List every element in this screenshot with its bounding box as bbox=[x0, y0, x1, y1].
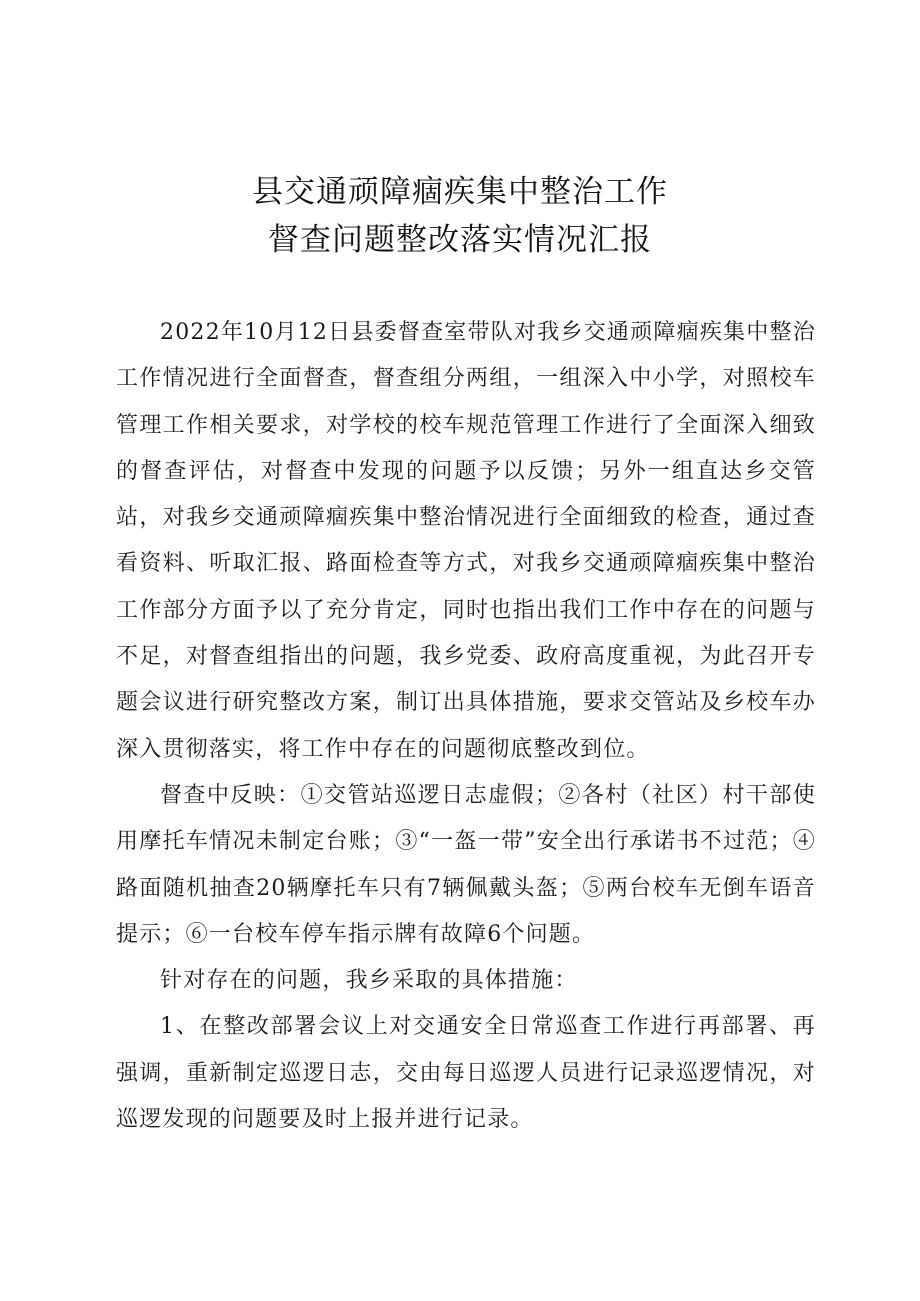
document-title-line-2: 督查问题整改落实情况汇报 bbox=[268, 222, 652, 258]
paragraph-overview: 2022年10月12日县委督查室带队对我乡交通顽障痼疾集中整治工作情况进行全面督查，督查组分两组，一组深入中小学，对照校车管理工作相关要求，对学校的校车规范管理工作进行了全面深入细致的督查评估，对督查中发现的问题予以反馈；另外一组直达乡交管站，对我乡交通顽障痼疾集中整治情况进行全面细致的检查，通过查看资料、听取汇报、路面检查等方式，对我乡交通顽障痼疾集中整治工作部分方面予以了充分肯定，同时也指出我们工作中存在的问题与不足，对督查组指出的问题，我乡党委、政府高度重视，为此召开专题会议进行研究整改方案，制订出具体措施，要求交管站及乡校车办深入贯彻落实，将工作中存在的问题彻底整改到位。 bbox=[116, 320, 816, 762]
document-body bbox=[116, 310, 816, 1143]
paragraph-measures-intro: 针对存在的问题，我乡采取的具体措施： bbox=[160, 968, 578, 994]
paragraph-issues: 督查中反映：①交管站巡逻日志虚假；②各村（社区）村干部使用摩托车情况未制定台账；③“一盔一带”安全出行承诺书不过范；④路面随机抽查20辆摩托车只有7辆佩戴头盔；⑤两台校车无倒车语音提示；⑥一台校车停车指示牌有故障6个问题。 bbox=[116, 782, 816, 947]
document-title-line-1: 县交通顽障痼疾集中整治工作 bbox=[252, 174, 668, 210]
paragraph-measure-1: 1、在整改部署会议上对交通安全日常巡查工作进行再部署、再强调，重新制定巡逻日志，交由每日巡逻人员进行记录巡逻情况，对巡逻发现的问题要及时上报并进行记录。 bbox=[116, 1014, 816, 1133]
